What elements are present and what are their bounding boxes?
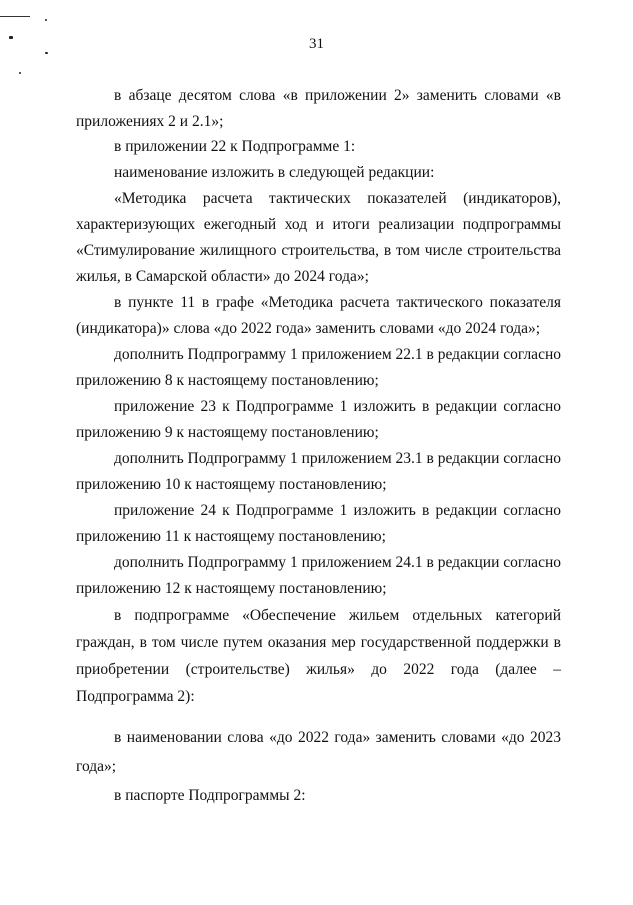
page-number: 31 xyxy=(309,36,324,52)
paragraph-4: «Методика расчета тактических показателей (индикаторов), характеризующих ежегодный ход и итоги реализации подпрограммы «Стимулирование жилищного строительства, в том числе строительства жилья, в Самарской области» до 2024 года»; xyxy=(76,190,561,285)
paragraph-3: наименование изложить в следующей редакции: xyxy=(114,164,435,181)
paragraph-7: приложение 23 к Подпрограмме 1 изложить в редакции согласно приложению 9 к настоящему постановлению; xyxy=(76,398,561,441)
paragraph-1: в абзаце десятом слова «в приложении 2» заменить словами «в приложениях 2 и 2.1»; xyxy=(76,87,561,130)
scan-speck xyxy=(45,19,47,21)
scan-artifact-line xyxy=(0,16,30,17)
paragraph-6: дополнить Подпрограмму 1 приложением 22.1 в редакции согласно приложению 8 к настоящему постановлению; xyxy=(76,346,561,389)
paragraph-5: в пункте 11 в графе «Методика расчета тактического показателя (индикатора)» слова «до 2022 года» заменить словами «до 2024 года»; xyxy=(76,294,561,337)
paragraph-11: в подпрограмме «Обеспечение жильем отдельных категорий граждан, в том числе путем оказания мер государственной поддержки в приобретении (строительстве) жилья» до 2022 года (далее – Подпрограмма 2): xyxy=(76,607,561,705)
paragraph-2: в приложении 22 к Подпрограмме 1: xyxy=(114,138,356,155)
paragraph-10: дополнить Подпрограмму 1 приложением 24.1 в редакции согласно приложению 12 к настоящему постановлению; xyxy=(76,554,561,597)
paragraph-12: в наименовании слова «до 2022 года» заменить словами «до 2023 года»; xyxy=(76,729,561,775)
paragraph-9: приложение 24 к Подпрограмме 1 изложить в редакции согласно приложению 11 к настоящему постановлению; xyxy=(76,502,561,545)
paragraph-8: дополнить Подпрограмму 1 приложением 23.1 в редакции согласно приложению 10 к настоящему постановлению; xyxy=(76,450,561,493)
scan-speck xyxy=(19,72,21,74)
paragraph-13: в паспорте Подпрограммы 2: xyxy=(114,787,306,804)
